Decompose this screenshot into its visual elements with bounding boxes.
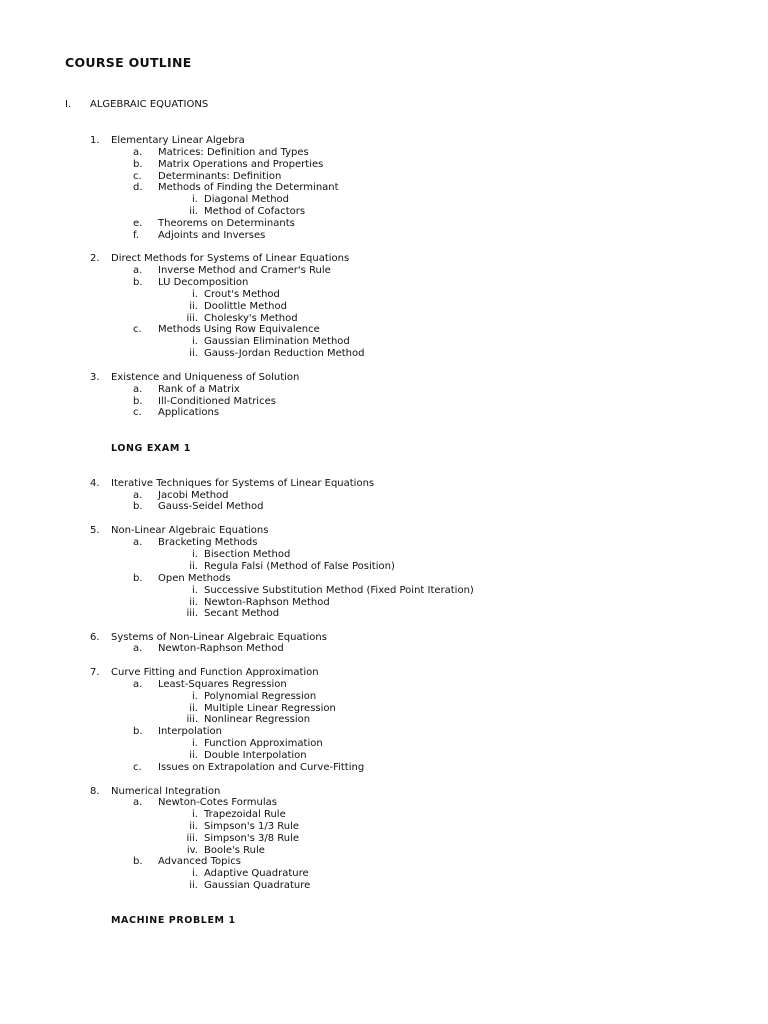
outline-item-text: Curve Fitting and Function Approximation [111, 667, 319, 678]
outline-item-text: Gaussian Quadrature [204, 880, 311, 891]
outline-item-letter [0, 642, 700, 655]
outline-item-text: Bracketing Methods [158, 537, 258, 548]
outline-item-text: Function Approximation [204, 738, 323, 749]
outline-item-label: d. [133, 182, 143, 193]
outline-item-part [0, 98, 700, 111]
outline-item-text: Non-Linear Algebraic Equations [111, 525, 269, 536]
outline-item-label: e. [133, 218, 143, 229]
outline-item-label: b. [133, 856, 143, 867]
outline-item-label: 5. [90, 525, 100, 536]
outline-item-label: iii. [186, 833, 198, 844]
outline-item-text: LU Decomposition [158, 277, 249, 288]
outline-item-text: MACHINE PROBLEM 1 [111, 915, 236, 926]
outline-item-label: 1. [90, 135, 100, 146]
outline-item-text: Diagonal Method [204, 194, 289, 205]
outline-item-label: c. [133, 762, 142, 773]
outline-item-text: Matrix Operations and Properties [158, 159, 324, 170]
outline-item-text: Multiple Linear Regression [204, 703, 336, 714]
outline-item-letter [0, 500, 700, 513]
outline-item-roman [0, 607, 700, 620]
outline-item-text: Numerical Integration [111, 786, 221, 797]
outline-item-label: ii. [189, 750, 198, 761]
outline-item-label: b. [133, 501, 143, 512]
outline-item-label: i. [192, 336, 198, 347]
outline-item-text: Trapezoidal Rule [204, 809, 286, 820]
outline-item-label: ii. [189, 880, 198, 891]
outline-item-label: a. [133, 147, 143, 158]
section-heading [0, 914, 700, 927]
outline-item-text: Ill-Conditioned Matrices [158, 396, 276, 407]
outline-item-text: Boole's Rule [204, 845, 265, 856]
outline-item-label: a. [133, 797, 143, 808]
outline-item-label: I. [65, 99, 72, 110]
outline-item-text: Method of Cofactors [204, 206, 306, 217]
outline-item-label: b. [133, 573, 143, 584]
outline-item-label: ii. [189, 597, 198, 608]
outline-item-label: i. [192, 738, 198, 749]
outline-item-label: i. [192, 549, 198, 560]
outline-item-label: c. [133, 324, 142, 335]
outline-item-label: iii. [186, 608, 198, 619]
outline-item-text: Newton-Raphson Method [158, 643, 284, 654]
outline-item-text: Cholesky's Method [204, 313, 298, 324]
outline-item-letter [0, 229, 700, 242]
outline-item-label: 7. [90, 667, 100, 678]
outline-item-label: i. [192, 585, 198, 596]
outline-item-label: a. [133, 537, 143, 548]
outline-item-text: Iterative Techniques for Systems of Linear Equations [111, 478, 375, 489]
outline-item-label: b. [133, 726, 143, 737]
outline-item-text: Simpson's 1/3 Rule [204, 821, 300, 832]
outline-item-label: 2. [90, 253, 100, 264]
outline-item-text: Existence and Uniqueness of Solution [111, 372, 300, 383]
outline-item-label: ii. [189, 561, 198, 572]
outline-item-label: 4. [90, 478, 100, 489]
outline-item-label: i. [192, 868, 198, 879]
outline-item-text: Jacobi Method [158, 490, 229, 501]
section-heading [0, 442, 700, 455]
outline-item-label: a. [133, 265, 143, 276]
outline-item-label: 3. [90, 372, 100, 383]
outline-item-label: ii. [189, 348, 198, 359]
outline-item-text: Open Methods [158, 573, 231, 584]
outline-item-text: Gaussian Elimination Method [204, 336, 350, 347]
outline-item-label: i. [192, 691, 198, 702]
outline-item-label: ii. [189, 703, 198, 714]
outline-item-text: Inverse Method and Cramer's Rule [158, 265, 331, 276]
outline-item-text: Theorems on Determinants [158, 218, 295, 229]
outline-item-text: Crout's Method [204, 289, 280, 300]
outline-item-text: Bisection Method [204, 549, 291, 560]
outline-item-roman [0, 879, 700, 892]
outline-item-letter [0, 406, 700, 419]
outline-item-label: ii. [189, 821, 198, 832]
outline-item-label: b. [133, 159, 143, 170]
outline-item-text: Determinants: Definition [158, 171, 282, 182]
outline-item-roman [0, 347, 700, 360]
outline-item-label: ii. [189, 206, 198, 217]
outline-item-label: 8. [90, 786, 100, 797]
outline-item-text: Advanced Topics [158, 856, 241, 867]
outline-item-text: Polynomial Regression [204, 691, 317, 702]
outline-item-label: a. [133, 490, 143, 501]
outline-item-label: a. [133, 643, 143, 654]
outline-item-text: Successive Substitution Method (Fixed Point Iteration) [204, 585, 474, 596]
outline-item-label: ii. [189, 301, 198, 312]
outline-item-text: Adaptive Quadrature [204, 868, 309, 879]
outline-item-text: Issues on Extrapolation and Curve-Fitting [158, 762, 365, 773]
outline-item-text: Matrices: Definition and Types [158, 147, 309, 158]
outline-item-text: Newton-Raphson Method [204, 597, 330, 608]
outline-item-label: 6. [90, 632, 100, 643]
outline-item-text: LONG EXAM 1 [111, 443, 191, 454]
outline-item-text: Doolittle Method [204, 301, 287, 312]
outline-item-label: c. [133, 407, 142, 418]
outline-item-label: iii. [186, 313, 198, 324]
outline-item-text: Elementary Linear Algebra [111, 135, 245, 146]
outline-item-text: Least-Squares Regression [158, 679, 287, 690]
outline-item-text: Secant Method [204, 608, 280, 619]
outline-item-label: b. [133, 277, 143, 288]
outline-item-text: Regula Falsi (Method of False Position) [204, 561, 395, 572]
outline-item-label: i. [192, 809, 198, 820]
outline-item-label: i. [192, 194, 198, 205]
outline-item-text: Methods Using Row Equivalence [158, 324, 320, 335]
outline-item-text: Interpolation [158, 726, 222, 737]
outline-item-text: Adjoints and Inverses [158, 230, 266, 241]
outline-item-label: a. [133, 384, 143, 395]
outline-item-label: i. [192, 289, 198, 300]
outline-item-letter [0, 761, 700, 774]
outline-item-text: Nonlinear Regression [204, 714, 311, 725]
outline-item-label: iv. [186, 845, 198, 856]
outline-item-text: Rank of a Matrix [158, 384, 240, 395]
outline-item-text: Systems of Non-Linear Algebraic Equations [111, 632, 327, 643]
outline-item-text: Newton-Cotes Formulas [158, 797, 278, 808]
outline-item-text: Gauss-Jordan Reduction Method [204, 348, 365, 359]
outline-item-text: Methods of Finding the Determinant [158, 182, 339, 193]
outline-item-text: ALGEBRAIC EQUATIONS [90, 99, 209, 110]
outline-item-text: Double Interpolation [204, 750, 307, 761]
outline-item-text: Simpson's 3/8 Rule [204, 833, 300, 844]
outline-item-label: c. [133, 171, 142, 182]
outline-item-label: b. [133, 396, 143, 407]
outline-item-label: a. [133, 679, 143, 690]
outline-item-text: Applications [158, 407, 220, 418]
outline-item-label: f. [133, 230, 139, 241]
outline-item-text: Direct Methods for Systems of Linear Equations [111, 253, 350, 264]
outline-item-label: iii. [186, 714, 198, 725]
page-title: COURSE OUTLINE [65, 55, 192, 70]
outline-item-text: Gauss-Seidel Method [158, 501, 264, 512]
